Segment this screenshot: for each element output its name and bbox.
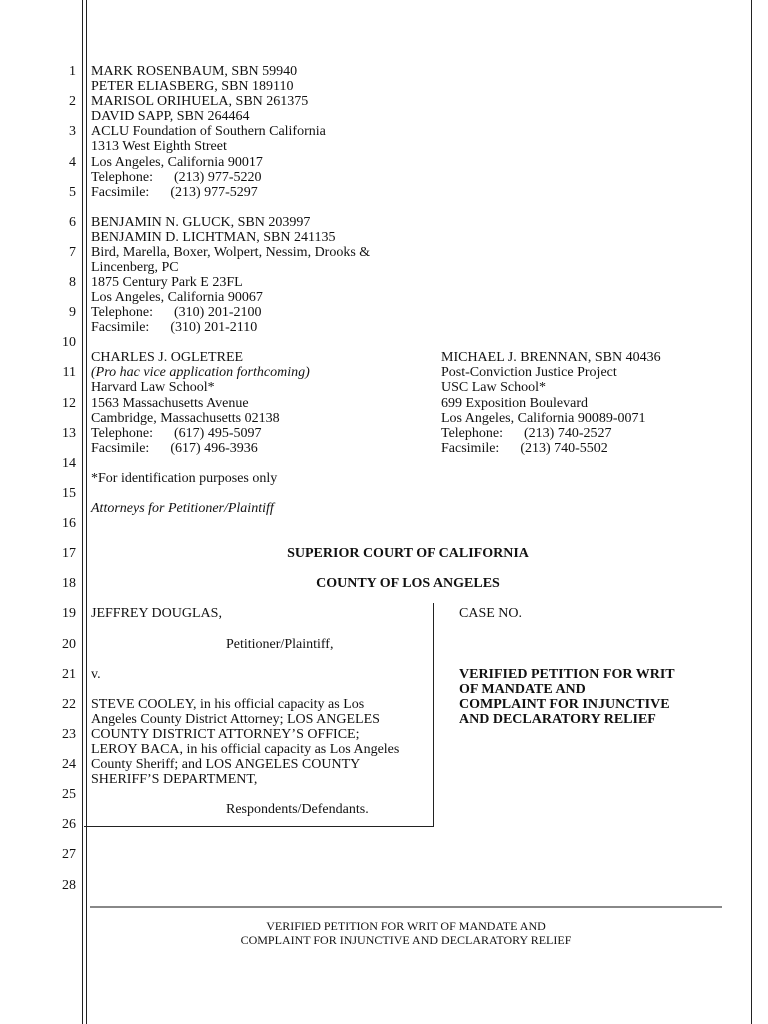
attorney-line: Facsimile: (310) 201-2110: [91, 320, 258, 335]
respondent-line: COUNTY DISTRICT ATTORNEY’S OFFICE;: [91, 727, 360, 742]
respondent-line: Angeles County District Attorney; LOS ANGELES: [91, 712, 380, 727]
document-title-line: OF MANDATE AND: [459, 682, 586, 697]
document-title-line: VERIFIED PETITION FOR WRIT: [459, 667, 675, 682]
attorney-line: Bird, Marella, Boxer, Wolpert, Nessim, Drooks &: [91, 245, 371, 260]
line-number: 14: [62, 456, 76, 471]
attorney-line: PETER ELIASBERG, SBN 189110: [91, 79, 294, 94]
county-name: COUNTY OF LOS ANGELES: [316, 576, 500, 591]
line-number: 10: [62, 335, 76, 350]
respondent-line: County Sheriff; and LOS ANGELES COUNTY: [91, 757, 361, 772]
line-number: 6: [69, 215, 76, 230]
line-number: 17: [62, 546, 76, 561]
attorney-line: Facsimile: (617) 496-3936: [91, 441, 258, 456]
attorney-line: BENJAMIN D. LICHTMAN, SBN 241135: [91, 230, 336, 245]
line-number: 1: [69, 64, 76, 79]
attorney-line: Telephone: (213) 740-2527: [441, 426, 612, 441]
attorney-line: ACLU Foundation of Southern California: [91, 124, 326, 139]
attorney-line: Lincenberg, PC: [91, 260, 179, 275]
line-number: 4: [69, 155, 76, 170]
attorney-line: CHARLES J. OGLETREE: [91, 350, 244, 365]
attorney-line: 1313 West Eighth Street: [91, 139, 227, 154]
left-margin-rule: [82, 0, 83, 1024]
attorney-line: (Pro hac vice application forthcoming): [91, 365, 310, 380]
attorneys-for: Attorneys for Petitioner/Plaintiff: [91, 501, 274, 516]
line-number: 27: [62, 847, 76, 862]
attorney-line: Post-Conviction Justice Project: [441, 365, 617, 380]
attorney-line: Harvard Law School*: [91, 380, 215, 395]
document-title-line: AND DECLARATORY RELIEF: [459, 712, 656, 727]
line-number: 24: [62, 757, 76, 772]
respondent-line: LEROY BACA, in his official capacity as Los Angeles: [91, 742, 400, 757]
line-number: 20: [62, 637, 76, 652]
line-number: 3: [69, 124, 76, 139]
attorney-line: Facsimile: (213) 977-5297: [91, 185, 258, 200]
attorney-line: MARK ROSENBAUM, SBN 59940: [91, 64, 298, 79]
line-number: 9: [69, 305, 76, 320]
attorney-line: 1875 Century Park E 23FL: [91, 275, 243, 290]
line-number: 11: [62, 365, 76, 380]
line-number: 25: [62, 787, 76, 802]
attorney-line: Telephone: (213) 977-5220: [91, 170, 262, 185]
line-number: 16: [62, 516, 76, 531]
attorney-line: MARISOL ORIHUELA, SBN 261375: [91, 94, 309, 109]
line-number: 7: [69, 245, 76, 260]
footer-rule: [90, 906, 722, 908]
line-number: 15: [62, 486, 76, 501]
footer-line: COMPLAINT FOR INJUNCTIVE AND DECLARATORY RELIEF: [240, 933, 572, 947]
versus: v.: [91, 667, 101, 682]
case-number: CASE NO.: [459, 606, 523, 621]
caption-bottom-rule: [84, 826, 434, 827]
footer-line: VERIFIED PETITION FOR WRIT OF MANDATE AND: [266, 919, 546, 933]
attorney-line: USC Law School*: [441, 380, 546, 395]
attorney-line: Los Angeles, California 90017: [91, 155, 263, 170]
respondent-line: SHERIFF’S DEPARTMENT,: [91, 772, 258, 787]
line-number: 26: [62, 817, 76, 832]
left-margin-rule-inner: [86, 0, 87, 1024]
document-title-line: COMPLAINT FOR INJUNCTIVE: [459, 697, 670, 712]
caption-divider: [433, 603, 434, 827]
right-margin-rule: [751, 0, 752, 1024]
line-number: 22: [62, 697, 76, 712]
attorney-line: Facsimile: (213) 740-5502: [441, 441, 608, 456]
line-number: 12: [62, 396, 76, 411]
attorney-line: Cambridge, Massachusetts 02138: [91, 411, 280, 426]
line-number: 5: [69, 185, 76, 200]
attorney-line: Los Angeles, California 90089-0071: [441, 411, 646, 426]
petitioner-role: Petitioner/Plaintiff,: [226, 637, 334, 652]
line-number: 2: [69, 94, 76, 109]
attorney-line: BENJAMIN N. GLUCK, SBN 203997: [91, 215, 311, 230]
identification-note: *For identification purposes only: [91, 471, 278, 486]
attorney-line: Los Angeles, California 90067: [91, 290, 263, 305]
line-number: 21: [62, 667, 76, 682]
line-number: 13: [62, 426, 76, 441]
attorney-line: MICHAEL J. BRENNAN, SBN 40436: [441, 350, 661, 365]
line-number: 23: [62, 727, 76, 742]
attorney-line: 1563 Massachusetts Avenue: [91, 396, 249, 411]
attorney-line: 699 Exposition Boulevard: [441, 396, 588, 411]
respondent-line: STEVE COOLEY, in his official capacity as Los: [91, 697, 365, 712]
footer-title: [90, 919, 722, 947]
line-number: 18: [62, 576, 76, 591]
attorney-line: DAVID SAPP, SBN 264464: [91, 109, 250, 124]
court-name: SUPERIOR COURT OF CALIFORNIA: [287, 546, 529, 561]
line-number: 19: [62, 606, 76, 621]
respondents-role: Respondents/Defendants.: [226, 802, 369, 817]
petitioner-name: JEFFREY DOUGLAS,: [91, 606, 222, 621]
attorney-line: Telephone: (310) 201-2100: [91, 305, 262, 320]
line-number: 8: [69, 275, 76, 290]
attorney-line: Telephone: (617) 495-5097: [91, 426, 262, 441]
line-number: 28: [62, 878, 76, 893]
